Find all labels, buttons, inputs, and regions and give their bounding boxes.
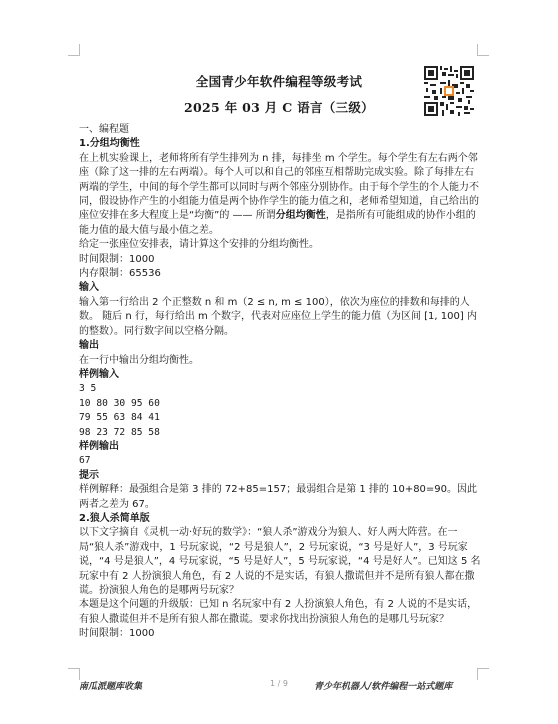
sample-input-line: 3 5 (79, 383, 97, 395)
sample-input-line: 79 55 63 84 41 (79, 412, 160, 424)
problem2-description: 以下文字摘自《灵机一动·好玩的数学》：“狼人杀”游戏分为狼人、好人两大阵营。在一局“狼人杀”游戏中，1 号玩家说，“2 号是狼人”，2 号玩家说，“3 号是好人”，3 号玩家说，“4 号是狼人”，4 号玩家说，“5 号是好人”，5 号玩家说，“4 号是好人”。已知这 5 名玩家中有 2 人扮演狼人角色，有 2 人说的不是实话，有狼人撒谎但并不是所有狼人都在撒谎。扮演狼人角色的是哪两号玩家？ (79, 527, 481, 596)
sample-input-line: 98 23 72 85 58 (79, 426, 160, 438)
problem1-memory-limit: 内存限制：65536 (79, 268, 161, 280)
sample-input-line: 10 80 30 95 60 (79, 397, 160, 409)
page-subtitle: 2025 年 03 月 C 语言（三级） (184, 100, 374, 115)
footer-left-text: 南瓜派题库收集 (79, 682, 143, 692)
document-body (79, 123, 481, 642)
problem1-input-description: 输入第一行给出 2 个正整数 n 和 m（2 ≤ n, m ≤ 100），依次为座位的排数和每排的人数。 随后 n 行，每行给出 m 个数字，代表对应座位上学生的能力值（为区间 [1, 100] 内的整数）。同行数字间以空格分隔。 (79, 296, 477, 337)
problem1-title: 1.分组均衡性 (79, 138, 140, 150)
problem1-sample-output-heading: 样例输出 (79, 440, 119, 452)
page-number: 1 / 9 (270, 679, 288, 688)
problem1-description (79, 152, 481, 238)
problem2-task: 本题是这个问题的升级版：已知 n 名玩家中有 2 人扮演狼人角色，有 2 人说的不是实话，有狼人撒谎但并不是所有狼人都在撒谎。要求你找出扮演狼人角色的是哪几号玩家？ (79, 599, 478, 625)
problem1-task: 给定一张座位安排表，请计算这个安排的分组均衡性。 (79, 239, 319, 251)
problem1-desc-part1: 在上机实验课上，老师将所有学生排列为 n 排，每排坐 m 个学生。每个学生有左右两个邻座（除了这一排的左右两端）。每个人可以和自己的邻座互相帮助完成实验。除了每排左右两端的学生，中间的每个学生都可以同时与两个邻座分别协作。由于每个学生的个人能力不同，假设协作产生的小组能力值是两个协作学生的能力值之和，老师希望知道，自己给出的座位安排在多大程度上是“均衡”的 —— 所谓 (79, 152, 479, 222)
section-heading: 一、编程题 (79, 124, 129, 135)
crop-mark-top-right (477, 44, 489, 56)
page-title: 全国青少年软件编程等级考试 (195, 74, 363, 89)
problem1-desc-bold-term: 分组均衡性 (275, 210, 326, 222)
problem2-title: 2.狼人杀简单版 (79, 512, 150, 524)
crop-mark-top-left (68, 44, 80, 56)
problem1-desc-part2: ，是指所有可能组成的协作小组的能力值的最大值与最小值之差。 (79, 210, 476, 236)
problem1-sample-input-heading: 样例输入 (79, 368, 119, 380)
problem1-time-limit: 时间限制：1000 (79, 253, 155, 265)
problem1-hint: 样例解释：最强组合是第 3 排的 72+85=157；最弱组合是第 1 排的 10+80=90。因此两者之差为 67。 (79, 484, 478, 510)
problem2-time-limit: 时间限制：1000 (79, 628, 155, 640)
sample-output-line: 67 (79, 455, 91, 467)
footer-right-text: 青少年机器人/软件编程一站式题库 (314, 682, 453, 692)
problem1-output-description: 在一行中输出分组均衡性。 (79, 354, 199, 366)
problem1-input-heading: 输入 (79, 282, 99, 294)
problem1-output-heading: 输出 (79, 340, 99, 352)
problem1-hint-heading: 提示 (79, 469, 99, 481)
